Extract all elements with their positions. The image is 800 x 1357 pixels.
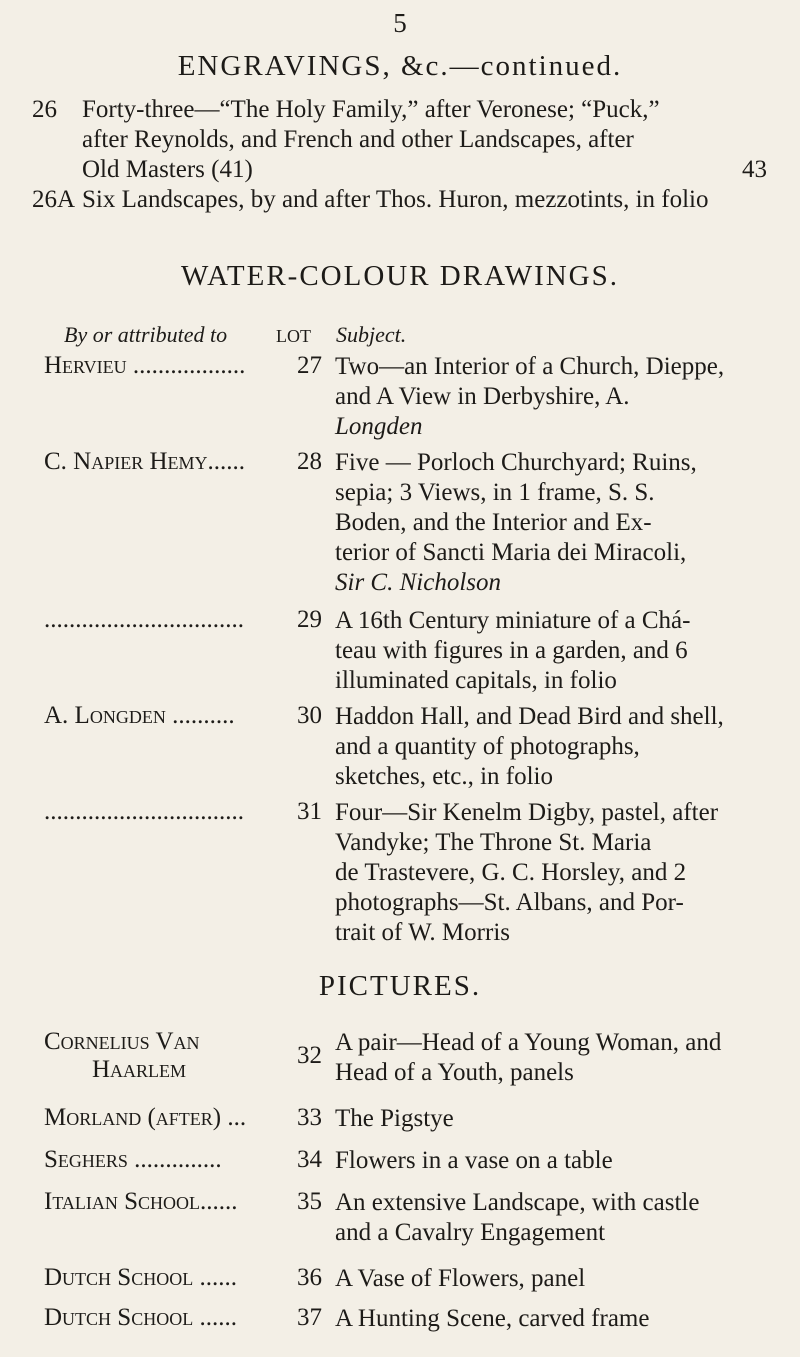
- artist-name: Dutch School ......: [44, 1304, 237, 1331]
- lot-subject: An extensive Landscape, with castle and a Cavalry Engagement: [335, 1189, 700, 1246]
- lot-subject: A Hunting Scene, carved frame: [335, 1305, 650, 1332]
- lot-description: Six Landscapes, by and after Thos. Huron, mezzotints, in folio: [82, 186, 709, 213]
- column-header-subject: Subject.: [336, 322, 407, 347]
- page-number: 5: [393, 8, 407, 38]
- lot-subject: A Vase of Flowers, panel: [335, 1265, 586, 1292]
- lot-description: after Reynolds, and French and other Landscapes, after: [82, 126, 634, 153]
- artist-name: C. Napier Hemy......: [44, 448, 246, 475]
- lot-number: 34: [297, 1146, 322, 1173]
- lot-price: 43: [742, 156, 767, 183]
- lot-subject: Four—Sir Kenelm Digby, pastel, after Vandyke; The Throne St. Maria de Trastevere, G. C. Horsley, and 2 photographs—St. Albans, and Por- trait of W. Morris: [335, 799, 719, 946]
- engravings-heading: ENGRAVINGS, &c.—continued.: [177, 50, 623, 82]
- column-header-artist: By or attributed to: [64, 322, 228, 347]
- column-header-lot: LOT: [276, 326, 311, 346]
- lot-number: 33: [297, 1104, 322, 1131]
- lot-number: 26A: [32, 186, 76, 213]
- artist-name: Italian School......: [44, 1188, 238, 1215]
- lot-description: Forty-three—“The Holy Family,” after Veronese; “Puck,”: [82, 96, 660, 123]
- lot-subject: Flowers in a vase on a table: [335, 1147, 613, 1174]
- artist-name: Morland (after) ...: [44, 1104, 247, 1131]
- lot-subject: A 16th Century miniature of a Chá- teau with figures in a garden, and 6 illuminated capitals, in folio: [335, 607, 691, 694]
- artist-name: Seghers ..............: [44, 1146, 222, 1173]
- lot-number: 35: [297, 1188, 322, 1215]
- lot-number: 26: [32, 96, 57, 123]
- lot-subject: Two—an Interior of a Church, Dieppe, and A View in Derbyshire, A. Longden: [335, 353, 725, 440]
- lot-subject: Haddon Hall, and Dead Bird and shell, and a quantity of photographs, sketches, etc., in folio: [335, 703, 724, 790]
- artist-name: ................................: [44, 798, 244, 825]
- artist-name: Hervieu ..................: [44, 352, 246, 379]
- artist-name: ................................: [44, 606, 244, 633]
- lot-number: 36: [297, 1264, 322, 1291]
- lot-subject: The Pigstye: [335, 1105, 454, 1132]
- lot-number: 27: [297, 352, 322, 379]
- artist-name: A. Longden ..........: [44, 702, 235, 729]
- lot-number: 37: [297, 1304, 322, 1331]
- watercolours-heading: WATER-COLOUR DRAWINGS.: [181, 260, 619, 292]
- lot-number: 32: [297, 1042, 322, 1069]
- lot-number: 28: [297, 448, 322, 475]
- artist-name: Cornelius Van Haarlem: [44, 1028, 200, 1083]
- artist-name: Dutch School ......: [44, 1264, 237, 1291]
- lot-subject: A pair—Head of a Young Woman, and Head of a Youth, panels: [335, 1029, 722, 1086]
- lot-subject: Five — Porloch Churchyard; Ruins, sepia; 3 Views, in 1 frame, S. S. Boden, and the Interior and Ex- terior of Sancti Maria dei Miracoli, Sir C. Nicholson: [335, 449, 697, 596]
- lot-number: 30: [297, 702, 322, 729]
- lot-number: 31: [297, 798, 322, 825]
- lot-number: 29: [297, 606, 322, 633]
- lot-description: Old Masters (41): [82, 156, 253, 183]
- pictures-heading: PICTURES.: [318, 970, 482, 1002]
